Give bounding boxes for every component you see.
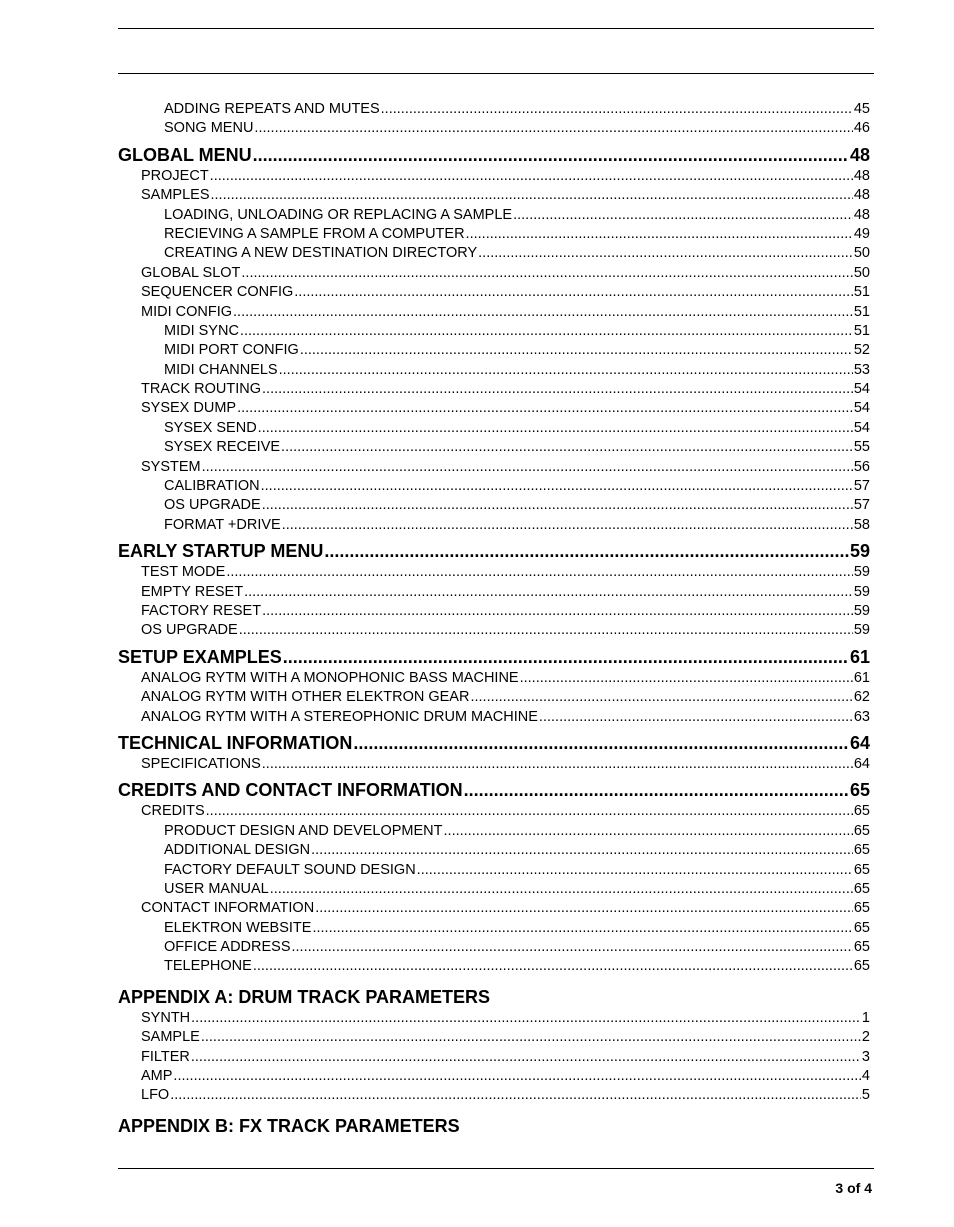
toc-entry[interactable] (118, 206, 870, 225)
toc-entry[interactable] (118, 1048, 870, 1067)
toc-entry-page: 49 (853, 225, 870, 242)
toc-entry-page: 65 (853, 939, 870, 956)
toc-entry-page: 58 (853, 516, 870, 533)
toc-entry-page: 64 (853, 755, 870, 772)
toc-entry[interactable] (118, 621, 870, 640)
toc-entry-title: PRODUCT DESIGN AND DEVELOPMENT (164, 822, 443, 839)
toc-dot-leader (262, 755, 853, 774)
toc-dot-leader (237, 399, 853, 418)
toc-entry-page: 65 (853, 861, 870, 878)
toc-entry[interactable] (118, 583, 870, 602)
toc-dot-leader (240, 322, 853, 341)
toc-entry-page: 46 (853, 120, 870, 137)
toc-entry-title: FORMAT +DRIVE (164, 516, 281, 533)
toc-entry-page: 3 (861, 1048, 870, 1065)
toc-entry-title: SETUP EXAMPLES (118, 646, 282, 667)
toc-entry[interactable] (118, 186, 870, 205)
toc-entry-page: 65 (853, 842, 870, 859)
toc-dot-leader (239, 621, 853, 640)
toc-entry-page: 51 (853, 303, 870, 320)
toc-entry-title: SEQUENCER CONFIG (141, 284, 294, 301)
toc-dot-leader (520, 669, 853, 688)
toc-entry[interactable] (118, 458, 870, 477)
toc-entry-page: 51 (853, 322, 870, 339)
toc-dot-leader (191, 1048, 861, 1067)
toc-entry-page: 45 (853, 101, 870, 117)
toc-dot-leader (417, 861, 853, 880)
toc-entry[interactable] (118, 516, 870, 535)
toc-entry-page: 50 (853, 245, 870, 262)
toc-entry-page: 65 (853, 880, 870, 897)
toc-entry-title: CREDITS (141, 803, 205, 820)
toc-entry[interactable] (118, 688, 870, 707)
toc-entry-title: SYSTEM (141, 458, 201, 475)
toc-dot-leader (191, 1009, 861, 1028)
toc-entry-title: OFFICE ADDRESS (164, 939, 291, 956)
toc-entry[interactable] (118, 708, 870, 727)
toc-entry[interactable] (118, 1067, 870, 1086)
toc-entry-page: 59 (849, 541, 870, 562)
toc-entry[interactable] (118, 244, 870, 263)
toc-entry-title: CONTACT INFORMATION (141, 900, 315, 917)
toc-entry-page: 65 (853, 919, 870, 936)
toc-entry-page: 54 (853, 419, 870, 436)
toc-entry-title: SONG MENU (164, 120, 254, 137)
toc-entry[interactable] (118, 361, 870, 380)
toc-dot-leader (244, 583, 853, 602)
toc-entry-title: TRACK ROUTING (141, 381, 262, 398)
toc-entry[interactable] (118, 957, 870, 976)
toc-entry-page: 65 (853, 803, 870, 820)
toc-entry-page: 59 (853, 622, 870, 639)
toc-entry-title: LFO (141, 1087, 170, 1104)
toc-entry-title: CREATING A NEW DESTINATION DIRECTORY (164, 245, 478, 262)
toc-entry-page: 59 (853, 602, 870, 619)
toc-entry-page: 65 (849, 780, 870, 801)
toc-dot-leader (210, 167, 853, 186)
toc-entry[interactable] (118, 919, 870, 938)
toc-entry-page: 64 (849, 732, 870, 753)
toc-entry[interactable] (118, 167, 870, 186)
toc-dot-leader (241, 264, 852, 283)
toc-entry-title: TECHNICAL INFORMATION (118, 732, 353, 753)
toc-entry-title: MIDI CHANNELS (164, 361, 278, 378)
toc-dot-leader (201, 1028, 861, 1047)
toc-entry-title: ADDITIONAL DESIGN (164, 842, 311, 859)
toc-dot-leader (444, 822, 853, 841)
toc-dot-leader (294, 283, 853, 302)
toc-entry-title: SAMPLE (141, 1029, 200, 1046)
toc-dot-leader (539, 708, 853, 727)
toc-dot-leader (466, 225, 853, 244)
toc-entry-title: OS UPGRADE (164, 497, 261, 514)
toc-entry-title: APPENDIX A: DRUM TRACK PARAMETERS (118, 986, 491, 1007)
toc-entry-page: 65 (853, 958, 870, 975)
toc-entry[interactable] (118, 731, 870, 755)
toc-entry-title: TELEPHONE (164, 958, 252, 975)
toc-entry[interactable] (118, 755, 870, 774)
toc-entry[interactable] (118, 399, 870, 418)
toc-entry[interactable] (118, 225, 870, 244)
toc-dot-leader (381, 100, 853, 119)
toc-entry-page: 48 (853, 167, 870, 184)
toc-entry-page: 4 (861, 1068, 870, 1085)
toc-entry-page: 65 (853, 900, 870, 917)
toc-entry-title: MIDI PORT CONFIG (164, 342, 299, 359)
toc-entry[interactable] (118, 645, 870, 669)
toc-entry[interactable] (118, 802, 870, 821)
toc-entry-page: 61 (853, 669, 870, 686)
toc-entry[interactable] (118, 985, 870, 1009)
toc-entry-title: SAMPLES (141, 187, 210, 204)
toc-dot-leader (211, 186, 853, 205)
toc-dot-leader (258, 419, 853, 438)
toc-entry-page: 55 (853, 439, 870, 456)
toc-dot-leader (202, 458, 853, 477)
toc-dot-leader (262, 496, 853, 515)
toc-entry-title: SYNTH (141, 1009, 191, 1026)
toc-entry[interactable] (118, 880, 870, 899)
toc-entry-title: ANALOG RYTM WITH A STEREOPHONIC DRUM MACHINE (141, 708, 538, 725)
toc-dot-leader (173, 1067, 861, 1086)
toc-dot-leader (170, 1086, 861, 1105)
toc-entry-title: ADDING REPEATS AND MUTES (164, 101, 380, 117)
toc-entry[interactable] (118, 438, 870, 457)
toc-entry[interactable] (118, 1114, 870, 1138)
toc-entry-title: AMP (141, 1068, 173, 1085)
toc-dot-leader (253, 957, 853, 976)
toc-entry-title: EARLY STARTUP MENU (118, 541, 324, 562)
toc-entry[interactable] (118, 1086, 870, 1105)
toc-entry[interactable] (118, 477, 870, 496)
toc-entry[interactable] (118, 899, 870, 918)
toc-entry-title: APPENDIX B: FX TRACK PARAMETERS (118, 1115, 460, 1136)
toc-entry-title: CREDITS AND CONTACT INFORMATION (118, 780, 463, 801)
toc-entry-title: RECIEVING A SAMPLE FROM A COMPUTER (164, 225, 465, 242)
toc-entry-page: 2 (861, 1029, 870, 1046)
toc-entry[interactable] (118, 264, 870, 283)
header-rule-bottom (118, 73, 874, 74)
toc-entry[interactable] (118, 303, 870, 322)
toc-entry-page: 1 (861, 1009, 870, 1026)
header-rule-top (118, 28, 874, 29)
toc-entry-page: 63 (853, 708, 870, 725)
toc-entry-page: 48 (849, 144, 870, 165)
toc-entry[interactable] (118, 119, 870, 138)
toc-entry[interactable] (118, 380, 870, 399)
toc-dot-leader (513, 206, 853, 225)
toc-dot-leader (478, 244, 853, 263)
toc-entry-title: FACTORY RESET (141, 602, 262, 619)
toc-entry-title: GLOBAL MENU (118, 144, 252, 165)
toc-entry-title: MIDI SYNC (164, 322, 239, 339)
toc-entry-title: SYSEX DUMP (141, 400, 237, 417)
toc-entry-page: 48 (853, 206, 870, 223)
footer-rule (118, 1168, 874, 1169)
toc-entry-page: 54 (853, 400, 870, 417)
toc-dot-leader (464, 778, 849, 802)
toc-dot-leader (233, 303, 853, 322)
toc-entry-page: 61 (849, 646, 870, 667)
toc-entry-title: ANALOG RYTM WITH A MONOPHONIC BASS MACHINE (141, 669, 519, 686)
toc-entry-title: FACTORY DEFAULT SOUND DESIGN (164, 861, 416, 878)
toc-dot-leader (312, 919, 852, 938)
toc-entry-title: CALIBRATION (164, 478, 260, 495)
toc-dot-leader (311, 841, 853, 860)
toc-dot-leader (253, 143, 849, 167)
toc-entry[interactable] (118, 322, 870, 341)
toc-dot-leader (279, 361, 853, 380)
page-number: 3 of 4 (835, 1180, 872, 1196)
toc-entry[interactable] (118, 861, 870, 880)
toc-entry-title: GLOBAL SLOT (141, 264, 241, 281)
toc-entry-page: 59 (853, 583, 870, 600)
toc-entry[interactable] (118, 938, 870, 957)
toc-dot-leader (292, 938, 853, 957)
toc-dot-leader (315, 899, 853, 918)
toc-entry-title: MIDI CONFIG (141, 303, 233, 320)
toc-entry-page: 51 (853, 284, 870, 301)
toc-entry-title: SPECIFICATIONS (141, 755, 261, 772)
toc-entry-title: ANALOG RYTM WITH OTHER ELEKTRON GEAR (141, 689, 470, 706)
toc-entry-title: USER MANUAL (164, 880, 269, 897)
toc-dot-leader (226, 563, 853, 582)
toc-entry-title: PROJECT (141, 167, 209, 184)
toc-entry[interactable] (118, 822, 870, 841)
toc-entry[interactable] (118, 341, 870, 360)
toc-entry-page: 52 (853, 342, 870, 359)
toc-entry-page: 62 (853, 689, 870, 706)
toc-entry-page: 54 (853, 381, 870, 398)
toc-dot-leader (270, 880, 853, 899)
toc-entry-page: 57 (853, 497, 870, 514)
toc-entry[interactable] (118, 778, 870, 802)
toc-dot-leader (353, 731, 849, 755)
toc-entry-page: 59 (853, 564, 870, 581)
toc-entry-page: 56 (853, 458, 870, 475)
toc-dot-leader (262, 602, 853, 621)
toc-entry-title: ELEKTRON WEBSITE (164, 919, 312, 936)
toc-entry-title: FILTER (141, 1048, 190, 1065)
toc-dot-leader (206, 802, 853, 821)
toc-dot-leader (324, 539, 849, 563)
toc-dot-leader (262, 380, 853, 399)
toc-entry[interactable] (118, 602, 870, 621)
toc-entry[interactable] (118, 841, 870, 860)
toc-entry[interactable] (118, 669, 870, 688)
toc-entry-title: TEST MODE (141, 564, 226, 581)
toc-entry[interactable] (118, 100, 870, 119)
toc-entry[interactable] (118, 1028, 870, 1047)
toc-entry[interactable] (118, 496, 870, 515)
toc-entry[interactable] (118, 563, 870, 582)
toc-entry-title: EMPTY RESET (141, 583, 244, 600)
toc-entry[interactable] (118, 539, 870, 563)
toc-dot-leader (254, 119, 852, 138)
toc-dot-leader (281, 438, 853, 457)
toc-entry-title: SYSEX SEND (164, 419, 257, 436)
toc-entry-title: OS UPGRADE (141, 622, 238, 639)
toc-entry[interactable] (118, 283, 870, 302)
toc-entry-page: 48 (853, 187, 870, 204)
toc-dot-leader (300, 341, 853, 360)
toc-entry-page: 53 (853, 361, 870, 378)
toc-dot-leader (283, 645, 849, 669)
toc-entry-title: LOADING, UNLOADING OR REPLACING A SAMPLE (164, 206, 513, 223)
toc-entry[interactable] (118, 419, 870, 438)
toc-entry[interactable] (118, 143, 870, 167)
toc-entry-page: 5 (861, 1087, 870, 1104)
toc-dot-leader (261, 477, 853, 496)
toc-entry-page: 57 (853, 478, 870, 495)
toc-entry-page: 50 (853, 264, 870, 281)
toc-entry-title: SYSEX RECEIVE (164, 439, 281, 456)
table-of-contents (118, 100, 870, 1138)
toc-dot-leader (282, 516, 853, 535)
toc-dot-leader (470, 688, 852, 707)
toc-entry[interactable] (118, 1009, 870, 1028)
toc-entry-page: 65 (853, 822, 870, 839)
